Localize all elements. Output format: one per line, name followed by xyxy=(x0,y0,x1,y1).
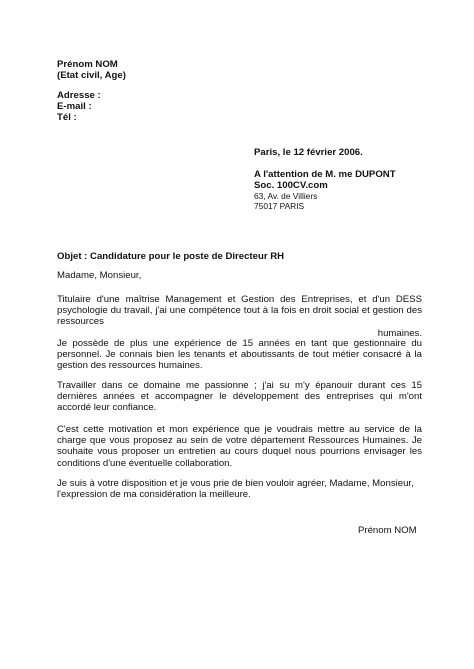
paragraph-line: charge que vous proposez au sein de votre département Ressources Humaines. Je xyxy=(57,435,422,447)
sender-name: Prénom NOM xyxy=(57,59,118,70)
sender-civil-status: (Etat civil, Age) xyxy=(57,70,126,81)
sender-phone-label: Tél : xyxy=(57,112,77,123)
paragraph-line: l'expression de ma considération la meilleure. xyxy=(57,489,251,501)
salutation: Madame, Monsieur, xyxy=(57,270,142,281)
recipient-street: 63, Av. de Villiers xyxy=(254,191,318,201)
recipient-attention: A l'attention de M. me DUPONT xyxy=(254,169,396,180)
paragraph-line: humaines. xyxy=(377,327,422,339)
paragraph-line: ressources xyxy=(57,316,104,328)
paragraph-line: C'est cette motivation et mon expérience que je voudrais mettre au service de la xyxy=(57,424,422,435)
paragraph-motivation xyxy=(57,424,422,469)
dateline: Paris, le 12 février 2006. xyxy=(254,147,363,158)
recipient-city: 75017 PARIS xyxy=(254,201,305,211)
paragraph-line: Titulaire d'une maîtrise Management et Gestion des Entreprises, et d'un DESS xyxy=(57,294,422,305)
paragraph-line: conditions d'une éventuelle collaboration. xyxy=(57,457,233,469)
paragraph-line: gestion des ressources humaines. xyxy=(57,360,203,372)
recipient-company: Soc. 100CV.com xyxy=(254,180,328,191)
sender-address-label: Adresse : xyxy=(57,90,101,101)
paragraph-line: personnel. Je connais bien les tenants et aboutissants de tout métier consacré à la xyxy=(57,349,422,361)
subject-line: Objet : Candidature pour le poste de Directeur RH xyxy=(57,251,285,262)
paragraph-line: dernières années et accompagner le développement des entreprises qui m'ont xyxy=(57,391,422,403)
paragraph-line: souhaite vous proposer un entretien au cours duquel nous pourrions envisager les xyxy=(57,446,422,458)
paragraph-experience xyxy=(57,338,422,372)
paragraph-closing xyxy=(57,478,422,500)
sender-email-label: E-mail : xyxy=(57,101,92,112)
paragraph-line: Je possède de plus une expérience de 15 années en tant que gestionnaire du xyxy=(57,338,422,349)
signature: Prénom NOM xyxy=(358,525,417,536)
paragraph-qualifications xyxy=(57,294,422,339)
paragraph-passion xyxy=(57,380,422,414)
paragraph-line: Je suis à votre disposition et je vous prie de bien vouloir agréer, Madame, Monsieur, xyxy=(57,478,414,489)
paragraph-line: accordé leur confiance. xyxy=(57,402,157,414)
paragraph-line: psychologie du travail, j'ai une compétence tout à la fois en droit social et gestion des xyxy=(57,305,422,317)
paragraph-line: Travailler dans ce domaine me passionne ; j'ai su m'y épanouir durant ces 15 xyxy=(57,380,422,391)
